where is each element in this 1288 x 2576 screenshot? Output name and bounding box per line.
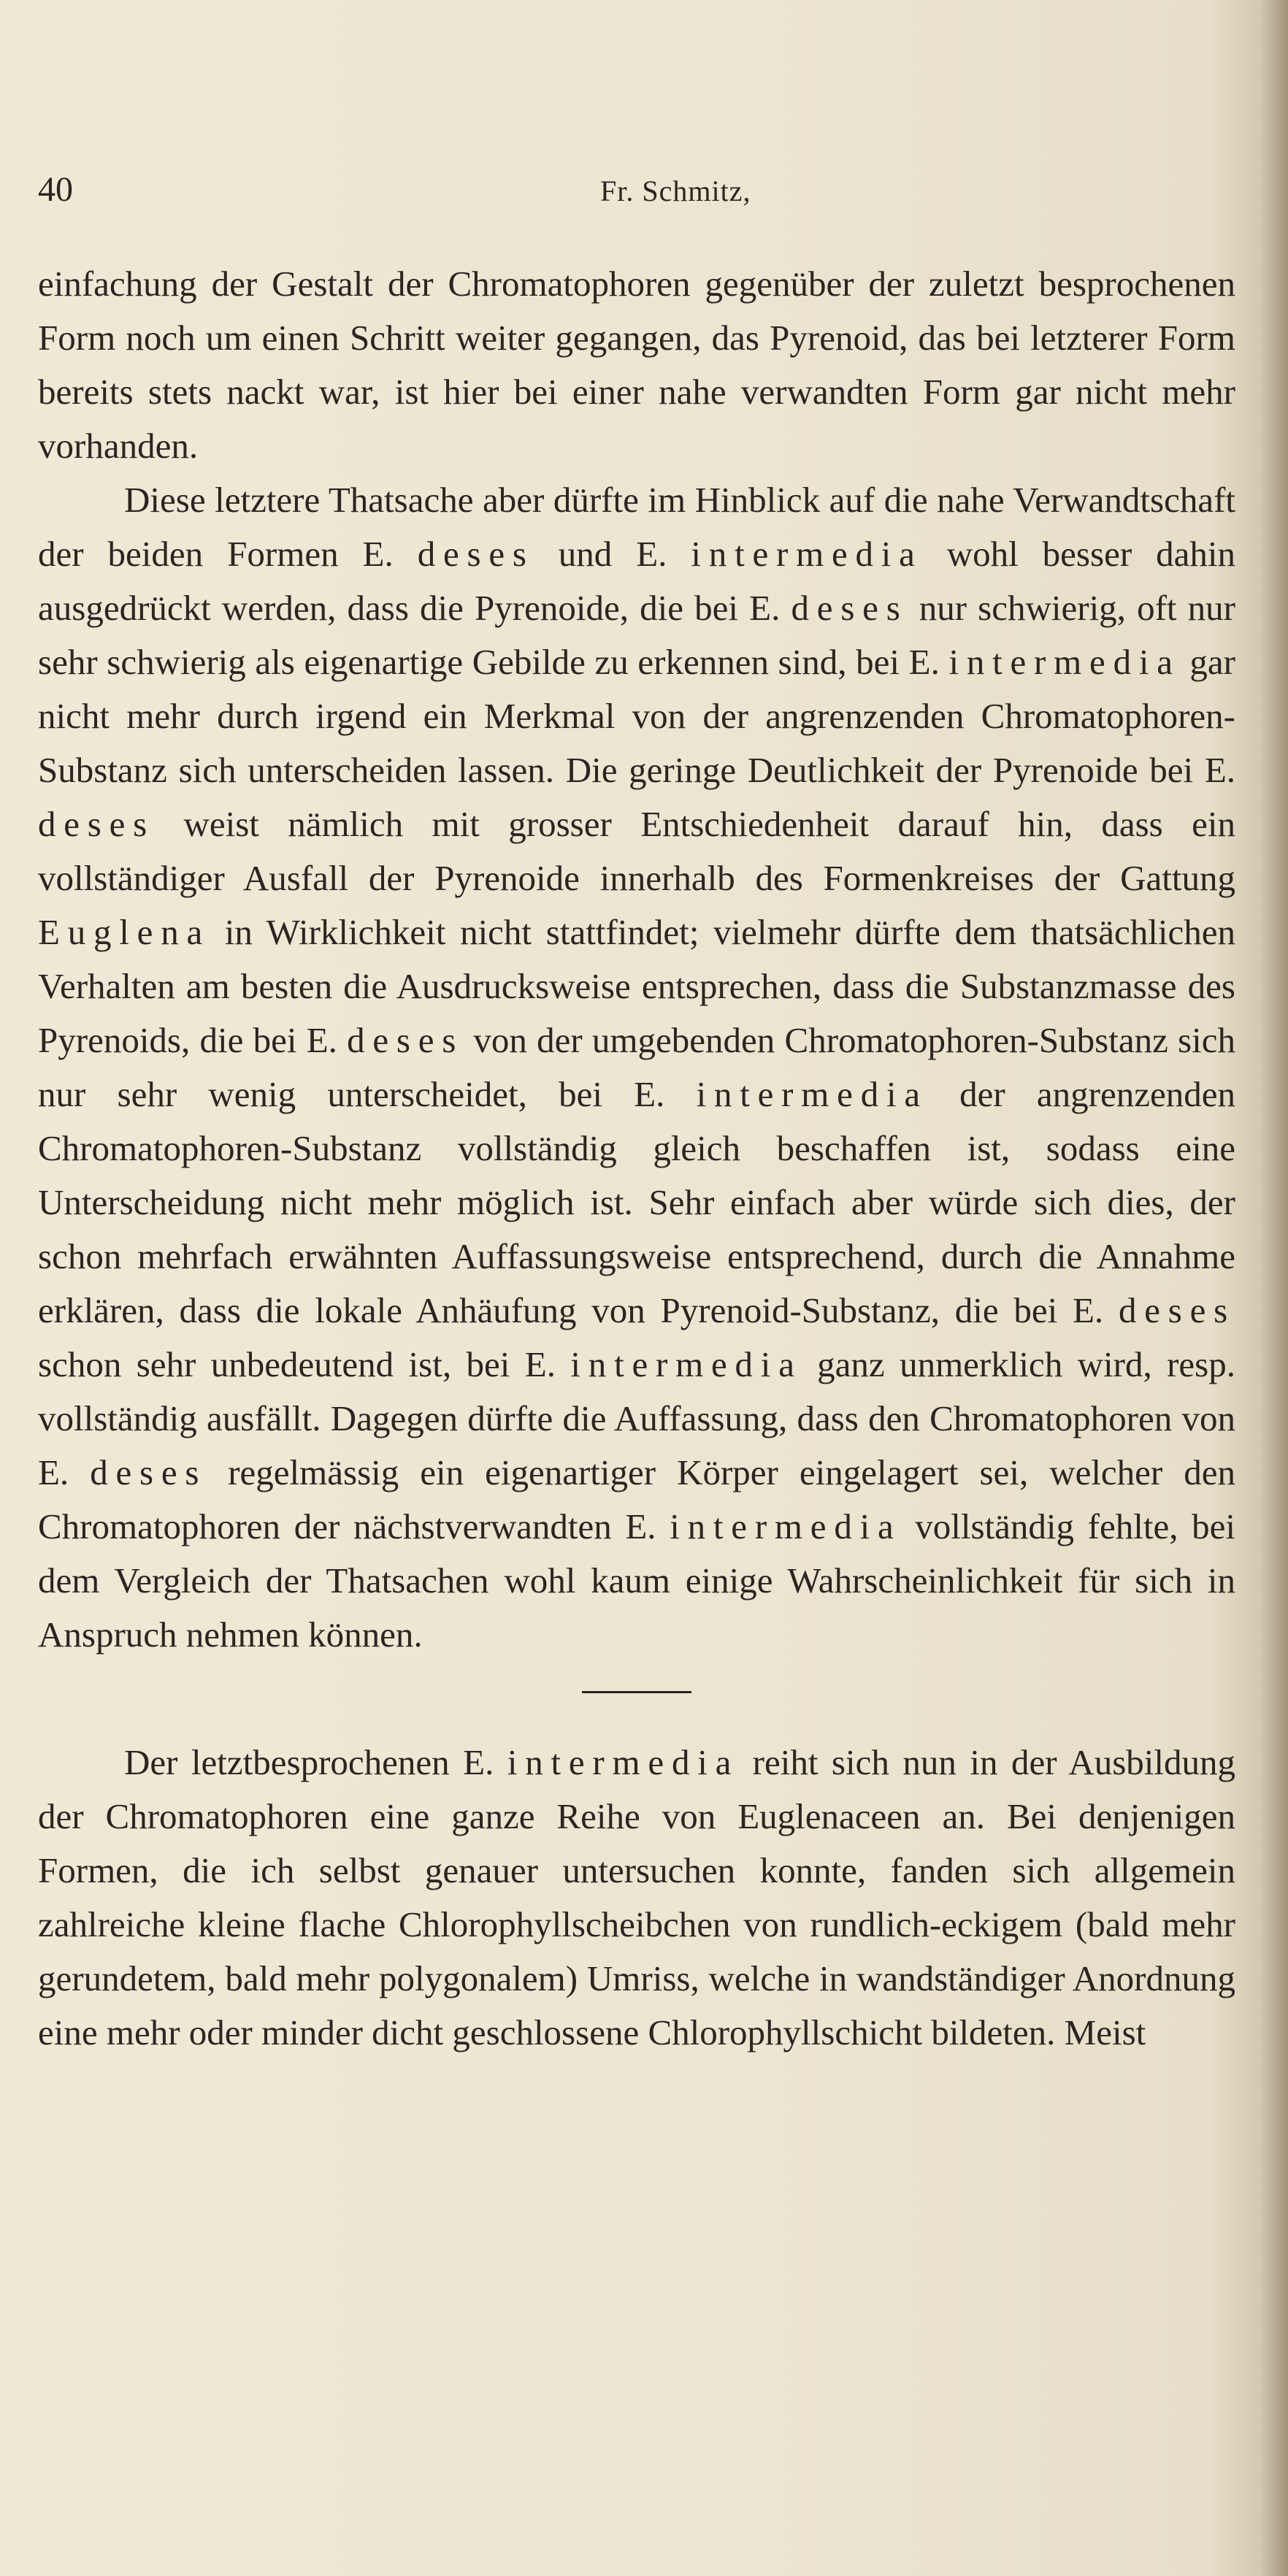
text-run: von der umgebenden Chromatophoren-Substanz sich nur sehr wenig unterscheidet, bei E. [38, 1020, 1235, 1114]
text-run: der angrenzenden Chromatophoren-Substanz vollständig gleich beschaffen ist, sodass eine Unterscheidung nicht mehr möglich ist. Sehr einfach aber würde sich dies, der schon mehrfach erwähnten Auffassungsweise entsprechend, durch die Annahme erklären, dass die lokale Anhäufung von Pyrenoid-Substanz, die bei E. [38, 1074, 1235, 1330]
text-run: weist nämlich mit grosser Entschiedenheit darauf hin, dass ein vollständiger Ausfall der Pyrenoide innerhalb des Formenkreises der Gattung [38, 804, 1235, 898]
text-run: wohl besser dahin ausgedrückt werden, dass die Pyrenoide, die bei E. [38, 534, 1235, 628]
spaced-term: intermedia [691, 534, 923, 574]
spaced-term: intermedia [670, 1506, 902, 1546]
spaced-term: intermedia [948, 642, 1181, 682]
page-number: 40 [38, 170, 73, 209]
text-run: einfachung der Gestalt der Chromatophoren gegenüber der zuletzt besprochenen Form noch um einen Schritt weiter gegangen, das Pyrenoid, das bei letzterer Form bereits stets nackt war, ist hier bei einer nahe verwandten Form gar nicht mehr vorhanden. [38, 264, 1235, 466]
text-run: schon sehr unbedeutend ist, bei E. [38, 1344, 571, 1384]
text-run: ganz unmerklich wird, resp. vollständig ausfällt. Dagegen dürfte die Auffassung, dass den Chromatophoren von E. [38, 1344, 1236, 1492]
running-header [38, 169, 1235, 213]
spaced-term: intermedia [696, 1074, 928, 1114]
paragraph-continued [38, 257, 1235, 473]
page-edge-shadow [1259, 0, 1288, 2576]
spaced-term: deses [38, 804, 156, 844]
spaced-term: deses [791, 588, 908, 628]
spaced-term: Euglena [38, 912, 211, 952]
spaced-term: intermedia [570, 1344, 802, 1384]
paragraph-pyrenoid-discussion [38, 473, 1235, 1662]
text-run: Der letztbesprochenen E. [124, 1742, 507, 1782]
spaced-term: deses [417, 534, 534, 574]
spaced-term: deses [347, 1020, 464, 1060]
text-run: reiht sich nun in der Ausbildung der Chromatophoren eine ganze Reihe von Euglenaceen an. Bei denjenigen Formen, die ich selbst genauer untersuchen konnte, fanden sich allgemein zahlreiche kleine flache Chlorophyllscheibchen von rundlich-eckigem (bald mehr gerundetem, bald mehr polygonalem) Umriss, welche in wandständiger Anordnung eine mehr oder minder dicht geschlossene Chlorophyllschicht bildeten. Meist [38, 1742, 1235, 2052]
author-header: Fr. Schmitz, [600, 175, 751, 207]
text-run: vollständig fehlte, bei dem Vergleich der Thatsachen wohl kaum einige Wahrscheinlichkeit für sich in Anspruch nehmen können. [38, 1506, 1235, 1655]
paragraph-chromatophores [38, 1736, 1235, 2060]
text-run: in Wirklichkeit nicht stattfindet; vielmehr dürfte dem thatsächlichen Verhalten am besten die Ausdrucksweise entsprechen, dass die Substanzmasse des Pyrenoids, die bei E. [38, 912, 1235, 1060]
text-run: nur schwierig, oft nur sehr schwierig als eigenartige Gebilde zu erkennen sind, bei E. [38, 588, 1235, 682]
text-run: gar nicht mehr durch irgend ein Merkmal von der angrenzenden Chromatophoren-Substanz sich unterscheiden lassen. Die geringe Deutlichkeit der Pyrenoide bei E. [38, 642, 1235, 790]
spaced-term: deses [1118, 1290, 1235, 1330]
text-run: regelmässig ein eigenartiger Körper eingelagert sei, welcher den Chromatophoren der nächstverwandten E. [38, 1452, 1235, 1546]
spaced-term: intermedia [507, 1742, 740, 1782]
spaced-term: deses [90, 1452, 207, 1492]
text-run: und E. [534, 534, 691, 574]
section-separator [582, 1691, 691, 1693]
body-text [38, 257, 1235, 2060]
text-run: Diese letztere Thatsache aber dürfte im Hinblick auf die nahe Verwandtschaft der beiden Formen E. [38, 480, 1235, 574]
